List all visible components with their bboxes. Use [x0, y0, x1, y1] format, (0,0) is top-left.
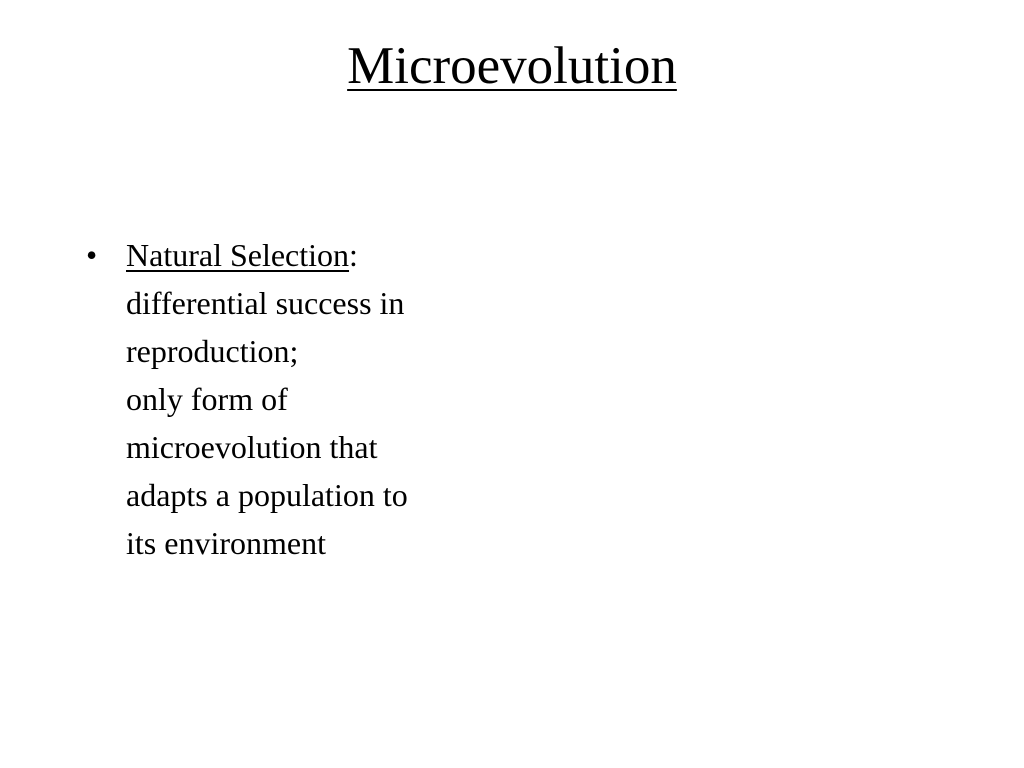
- bullet-item: [86, 231, 526, 567]
- bullet-term-suffix: :: [349, 237, 358, 273]
- bullet-heading-line: [126, 231, 526, 279]
- bullet-text-line: only form of: [126, 381, 288, 417]
- slide-title: Microevolution: [347, 37, 677, 95]
- bullet-text-line: its environment: [126, 525, 326, 561]
- bullet-term: Natural Selection: [126, 237, 350, 273]
- bullet-text-line: adapts a population to: [126, 477, 408, 513]
- bullet-text-line: microevolution that: [126, 429, 378, 465]
- bullet-text-line: reproduction;: [126, 333, 299, 369]
- bullet-marker: •: [86, 237, 98, 273]
- bullet-list: [86, 231, 526, 567]
- bullet-text-line: differential success in: [126, 285, 405, 321]
